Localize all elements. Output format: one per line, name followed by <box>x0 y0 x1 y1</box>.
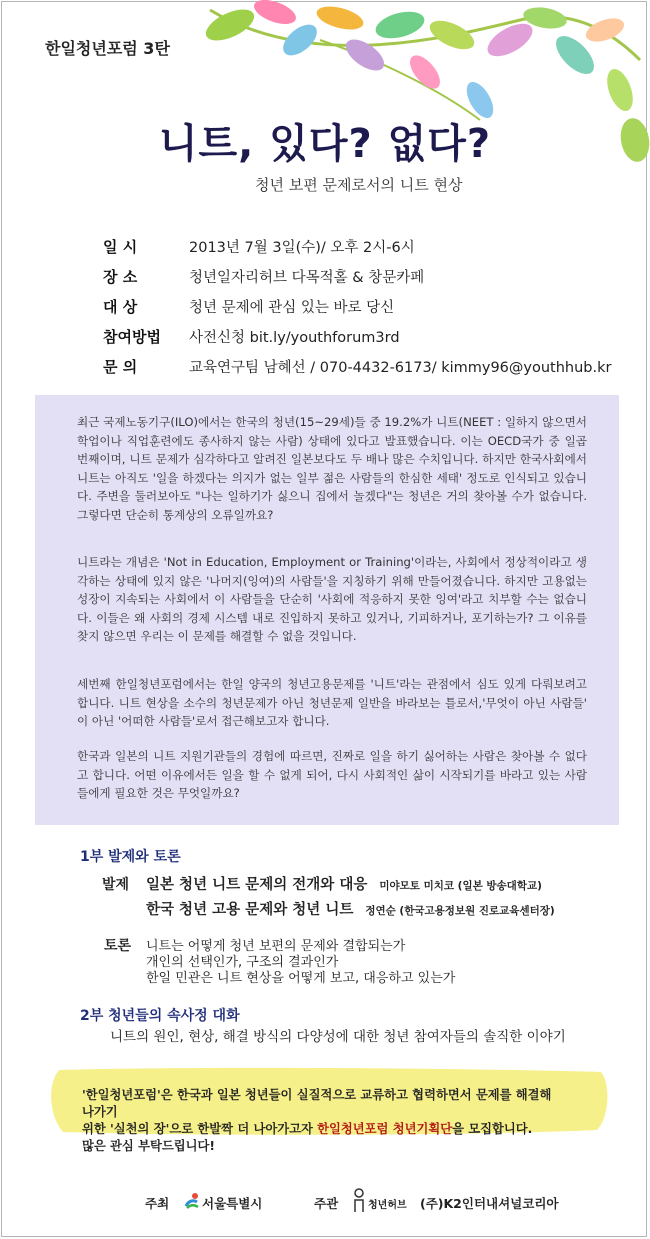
part1-heading: 1부 발제와 토론 <box>80 849 181 865</box>
presentation-tag: 발제 <box>102 877 130 893</box>
discussion-question: 니트는 어떻게 청년 보편의 문제와 결합되는가 <box>146 939 406 954</box>
intro-paragraph: 세번째 한일청년포럼에서는 한일 양국의 청년고용문제를 '니트'라는 관점에서 심도 있게 다뤄보려고 합니다. 니트 현상을 소수의 청년문제가 아닌 청년문제 일반을 바라보는 틀로서,'무엇이 아닌 사람들' 이 아닌 '어떠한 사람들'로서 접근해보고자 합니다. <box>77 677 587 728</box>
talk-speaker: 정연순 (한국고용정보원 진로교육센터장) <box>365 905 555 917</box>
info-label: 문 의 <box>103 357 138 376</box>
info-label: 일 시 <box>103 237 138 256</box>
host-label: 주최 <box>145 1196 170 1211</box>
callout-line-part: 위한 '실천의 장'으로 한발짝 더 나아가고자 <box>82 1122 318 1136</box>
info-value: 청년 문제에 관심 있는 바로 당신 <box>189 299 395 316</box>
footer <box>0 1188 650 1216</box>
info-row-audience <box>103 293 611 319</box>
organizer-logo-text: 청년허브 <box>368 1200 407 1211</box>
info-value[interactable]: 사전신청 bit.ly/youthforum3rd <box>189 329 400 346</box>
discussion-question: 개인의 선택인가, 구조의 결과인가 <box>146 955 339 970</box>
part2-description: 니트의 원인, 현상, 해결 방식의 다양성에 대한 청년 참여자들의 솔직한 이야기 <box>110 1029 566 1045</box>
info-value: 2013년 7월 3일(수)/ 오후 2시-6시 <box>189 239 415 256</box>
info-row-venue <box>103 263 611 289</box>
talk-row <box>146 873 542 894</box>
info-value: 청년일자리허브 다목적홀 & 창문카페 <box>189 269 425 286</box>
intro-paragraph: 최근 국제노동기구(ILO)에서는 한국의 청년(15~29세)들 중 19.2%가 니트(NEET : 일하지 않으면서 학업이나 직업훈련에도 종사하지 않는 사람) 상태에 있다고 발표했습니다. 이는 OECD국가 중 일곱 번째이며, 니트 문제가 심각하다고 알려진 일본보다도 두 배나 많은 수치입니다. 하지만 한국사회에서 니트는 아직도 '일을 하겠다는 의지가 없는 일부 젊은 사람들의 한심한 세태' 정도로 인식되고 있습니다. 주변을 둘러보아도 "나는 일하기가 싫으니 집에서 놀겠다"는 청년은 거의 찾아볼 수가 없습니다. 그렇다면 단순히 통계상의 오류일까요? <box>77 415 587 522</box>
seoul-logo-icon <box>184 1192 200 1210</box>
host-name: 서울특별시 <box>202 1196 263 1211</box>
info-label: 대 상 <box>103 297 138 316</box>
callout-line: 많은 관심 부탁드립니다! <box>82 1139 215 1153</box>
intro-paragraph: 니트라는 개념은 'Not in Education, Employment or Training'이라는, 사회에서 정상적이라고 생각하는 상태에 있지 않은 '나머지(잉여)의 사람들'을 지칭하기 위해 만들어졌습니다. 하지만 고용없는 성장이 지속되는 사회에서 이 사람들을 단순히 '사회에 적응하지 못한 잉여'라고 치부할 수는 없습니다. 이들은 왜 사회의 경제 시스템 내로 진입하지 못하고 있거나, 기피하거나, 포기하는가? 그 이유를 찾지 않으면 우리는 이 문제를 해결할 수 없을 것입니다. <box>77 555 587 643</box>
youthhub-logo-icon <box>352 1188 366 1214</box>
callout-line <box>82 1121 562 1138</box>
talk-speaker: 미야모토 미치코 (일본 방송대학교) <box>379 880 542 892</box>
callout-text <box>82 1087 562 1155</box>
info-label: 참여방법 <box>103 327 161 346</box>
info-row-datetime <box>103 233 611 259</box>
callout-line-part: 을 모집합니다. <box>452 1122 533 1136</box>
intro-box <box>35 395 619 825</box>
organizer-label: 주관 <box>314 1196 339 1211</box>
talk-title: 일본 청년 니트 문제의 전개와 대응 <box>146 877 368 893</box>
series-label: 한일청년포럼 3탄 <box>45 39 170 58</box>
page-subtitle: 청년 보편 문제로서의 니트 현상 <box>255 176 463 194</box>
callout-line: '한일청년포럼'은 한국과 일본 청년들이 실질적으로 교류하고 협력하면서 문제를 해결해 나가기 <box>82 1088 552 1119</box>
info-label: 장 소 <box>103 267 138 286</box>
part2-heading: 2부 청년들의 속사정 대화 <box>80 1008 240 1024</box>
intro-paragraph: 한국과 일본의 니트 지원기관들의 경험에 따르면, 진짜로 일을 하기 싫어하는 사람은 찾아볼 수 없다고 합니다. 어떤 이유에서든 일을 할 수 없게 되어, 다시 사회적인 삶이 시작되기를 바라고 있는 사람들에게 필요한 것은 무엇일까요? <box>77 749 587 800</box>
discussion-row <box>104 935 131 955</box>
talk-row <box>102 874 129 894</box>
discussion-tag: 토론 <box>104 938 132 954</box>
info-row-registration <box>103 323 611 349</box>
info-row-contact <box>103 353 611 379</box>
event-info <box>103 233 611 383</box>
organizer-partner: (주)K2인터내셔널코리아 <box>420 1196 559 1211</box>
callout-highlight: 한일청년포럼 청년기획단 <box>317 1122 453 1136</box>
page-title: 니트, 있다? 없다? <box>158 121 492 167</box>
talk-title: 한국 청년 고용 문제와 청년 니트 <box>146 902 354 918</box>
discussion-question: 한일 민관은 니트 현상을 어떻게 보고, 대응하고 있는가 <box>146 971 456 986</box>
talk-row <box>146 898 555 919</box>
info-value: 교육연구팀 남혜선 / 070-4432-6173/ kimmy96@youthhub.kr <box>189 359 612 376</box>
